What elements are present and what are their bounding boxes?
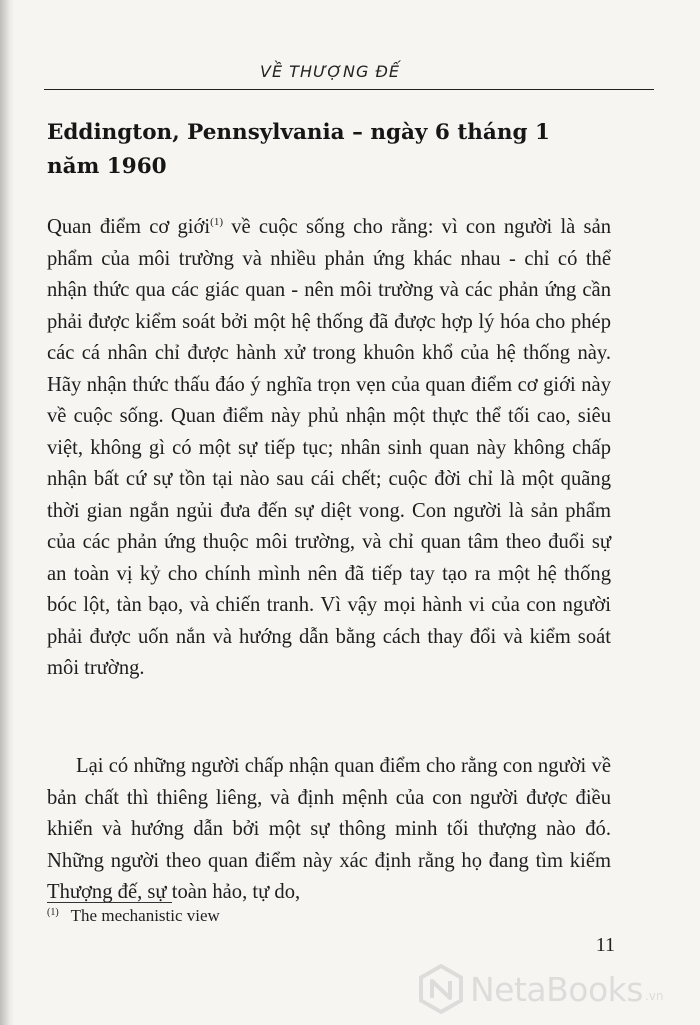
page-binding-shadow <box>0 0 14 1025</box>
page-number: 11 <box>595 934 615 956</box>
watermark <box>418 963 688 1015</box>
header-rule <box>44 89 654 90</box>
paragraph-1 <box>47 212 611 685</box>
footnote-rule <box>47 902 172 903</box>
running-header: VỀ THƯỢNG ĐẾ <box>260 62 400 81</box>
watermark-tld: .vn <box>644 989 664 1003</box>
watermark-brand: NetaBooks <box>470 969 643 1009</box>
paragraph-2-text: Lại có những người chấp nhận quan điểm cho rằng con người về bản chất thì thiêng liêng, và định mệnh của con người được điều khiển và hướng dẫn bởi một sự thông minh tối thượng nào đó. Những người theo quan điểm này xác định rằng họ đang tìm kiếm Thượng đế, sự toàn hảo, tự do, <box>47 755 611 903</box>
paragraph-2 <box>47 751 611 909</box>
footnote-mark: (1) <box>47 907 59 918</box>
footnote-reference[interactable]: (1) <box>210 216 223 228</box>
paragraph-1-start: Quan điểm cơ giới <box>47 216 211 238</box>
section-heading: Eddington, Pennsylvania – ngày 6 tháng 1 năm 1960 <box>47 120 550 179</box>
netabooks-logo-icon <box>418 964 464 1014</box>
paragraph-1-rest: về cuộc sống cho rằng: vì con người là sản phẩm của môi trường và nhiều phản ứng khác nhau - chỉ có thể nhận thức qua các giác quan - nên môi trường và các phản ứng cần phải được kiểm soát bởi một hệ thống đã được hợp lý hóa cho phép các cá nhân chỉ được hành xử trong khuôn khổ của hệ thống này. Hãy nhận thức thấu đáo ý nghĩa trọn vẹn của quan điểm cơ giới này về cuộc sống. Quan điểm này phủ nhận một thực thể tối cao, siêu việt, không gì có một sự tiếp tục; nhân sinh quan này không chấp nhận bất cứ sự tồn tại nào sau cái chết; cuộc đời chỉ là một quãng thời gian ngắn ngủi đưa đến sự diệt vong. Con người là sản phẩm của các phản ứng thuộc môi trường, và chỉ quan tâm theo đuổi sự an toàn vị kỷ cho chính mình nên đã tiếp tay tạo ra một hệ thống bóc lột, tàn bạo, và chiến tranh. Vì vậy mọi hành vi của con người phải được uốn nắn và hướng dẫn bằng cách thay đổi và kiểm soát môi trường. <box>47 216 612 679</box>
footnote-text: The mechanistic view <box>70 906 220 925</box>
footnote <box>47 906 220 926</box>
